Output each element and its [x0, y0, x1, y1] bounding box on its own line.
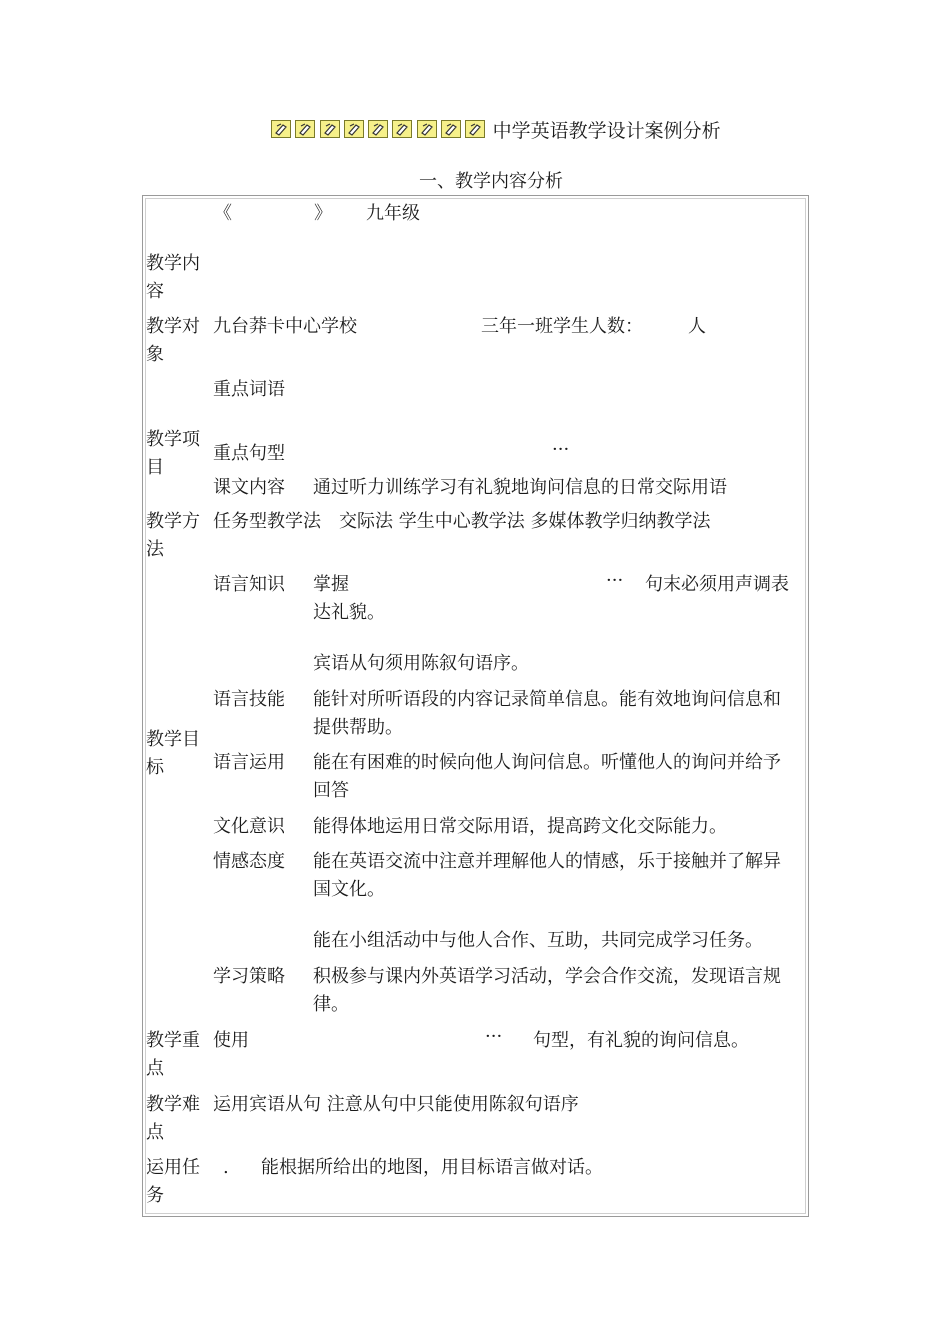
- task-label-2: 务: [146, 1185, 164, 1206]
- knowledge-line-1a: 掌握: [313, 574, 349, 595]
- knowledge-line-2: 达礼貌。: [313, 602, 385, 623]
- goals-label-2: 标: [146, 757, 164, 778]
- pencil-logo-icon: [271, 120, 291, 138]
- culture-label: 文化意识: [213, 816, 285, 837]
- method-label-2: 法: [146, 539, 164, 560]
- use-line-1: 能在有困难的时候向他人询问信息。听懂他人的询问并给予: [313, 752, 781, 773]
- goals-label: 教学目: [146, 729, 200, 750]
- knowledge-ellipsis: ···: [606, 570, 624, 591]
- title-text: 中学英语教学设计案例分析: [492, 119, 721, 142]
- method-value: 任务型教学法 交际法 学生中心教学法 多媒体教学归纳教学法: [213, 511, 711, 532]
- text-content-value: 通过听力训练学习有礼貌地询问信息的日常交际用语: [313, 477, 727, 498]
- skills-line-2: 提供帮助。: [313, 717, 403, 738]
- focus-label: 教学重: [146, 1030, 200, 1051]
- close-book-quote: 》: [314, 203, 332, 224]
- difficulty-label: 教学难: [146, 1094, 200, 1115]
- items-label-2: 目: [146, 457, 164, 478]
- content-label: 教学内: [146, 253, 200, 274]
- pencil-logo-icon: [344, 120, 364, 138]
- task-dot: .: [223, 1157, 229, 1178]
- focus-a: 使用: [213, 1030, 249, 1051]
- difficulty-label-2: 点: [146, 1122, 164, 1143]
- emotion-line-1: 能在英语交流中注意并理解他人的情感，乐于接触并了解异: [313, 851, 781, 872]
- use-label: 语言运用: [213, 752, 285, 773]
- key-words-label: 重点词语: [213, 379, 285, 400]
- strategy-line-2: 律。: [313, 994, 349, 1015]
- knowledge-label: 语言知识: [213, 574, 285, 595]
- pencil-logo-icon: [417, 120, 437, 138]
- skills-label: 语言技能: [213, 689, 285, 710]
- student-count-unit: 人: [688, 316, 706, 337]
- content-label-2: 容: [146, 281, 164, 302]
- text-content-label: 课文内容: [213, 477, 285, 498]
- culture-line-1: 能得体地运用日常交际用语，提高跨文化交际能力。: [313, 816, 727, 837]
- focus-b: 句型，有礼貌的询问信息。: [533, 1030, 749, 1051]
- focus-label-2: 点: [146, 1058, 164, 1079]
- use-line-2: 回答: [313, 780, 349, 801]
- grade-value: 九年级: [366, 203, 420, 224]
- open-book-quote: 《: [214, 203, 232, 224]
- knowledge-line-1b: 句末必须用声调表: [645, 574, 789, 595]
- key-sentences-label: 重点句型: [213, 443, 285, 464]
- key-sentences-ellipsis: ···: [552, 439, 570, 460]
- strategy-label: 学习策略: [213, 966, 285, 987]
- emotion-line-3: 能在小组活动中与他人合作、互助，共同完成学习任务。: [313, 930, 763, 951]
- pencil-logo-icon: [320, 120, 340, 138]
- task-value: 能根据所给出的地图，用目标语言做对话。: [261, 1157, 603, 1178]
- pencil-logo-icon: [465, 120, 485, 138]
- emotion-line-2: 国文化。: [313, 879, 385, 900]
- target-label-2: 象: [146, 344, 164, 365]
- pencil-logo-icon: [392, 120, 412, 138]
- skills-line-1: 能针对所听语段的内容记录简单信息。能有效地询问信息和: [313, 689, 781, 710]
- school-name: 九台莽卡中心学校: [213, 316, 357, 337]
- target-label: 教学对: [146, 316, 200, 337]
- section-heading: 一、教学内容分析: [419, 171, 563, 192]
- knowledge-line-3: 宾语从句须用陈叙句语序。: [313, 653, 529, 674]
- pencil-logo-icon: [368, 120, 388, 138]
- method-label: 教学方: [146, 511, 200, 532]
- items-label: 教学项: [146, 429, 200, 450]
- difficulty-value: 运用宾语从句 注意从句中只能使用陈叙句语序: [213, 1094, 579, 1115]
- strategy-line-1: 积极参与课内外英语学习活动，学会合作交流，发现语言规: [313, 966, 781, 987]
- task-label: 运用任: [146, 1157, 200, 1178]
- emotion-label: 情感态度: [213, 851, 285, 872]
- pencil-logo-icon: [441, 120, 461, 138]
- pencil-logo-icon: [295, 120, 315, 138]
- class-info: 三年一班学生人数：: [481, 316, 643, 337]
- focus-ellipsis: ···: [485, 1026, 503, 1047]
- document-title: [271, 116, 721, 142]
